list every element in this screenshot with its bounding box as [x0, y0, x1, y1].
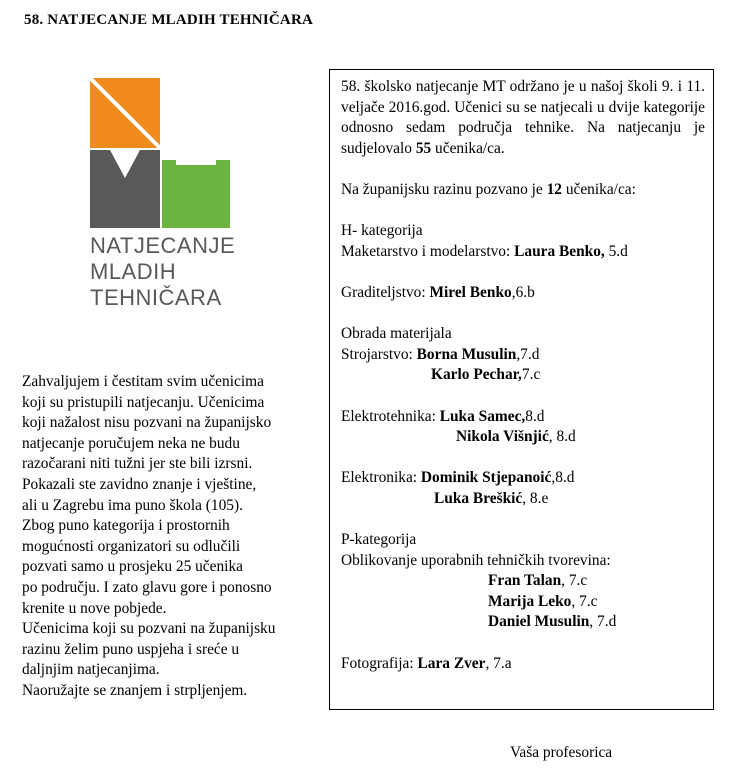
student-name: Laura Benko,: [514, 242, 605, 260]
area-label: Fotografija:: [341, 654, 418, 672]
message-line: pozvati samo u prosjeku 25 učenika: [22, 558, 243, 576]
area-label: Elektrotehnika:: [341, 407, 440, 425]
oblikovanje-entry-1: [341, 571, 705, 592]
message-line: Zbog puno kategorija i prostornih: [22, 517, 230, 535]
participant-count: 55: [415, 139, 432, 157]
thank-you-message: [22, 372, 327, 702]
invited-suffix: učenika/ca:: [561, 180, 636, 198]
message-line: Pokazali ste zavidno znanje i vještine,: [22, 475, 257, 493]
student-name: Daniel Musulin: [488, 613, 590, 631]
student-class: ,6.b: [511, 283, 535, 301]
message-line: razinu želim puno uspjeha i sreće u: [22, 640, 240, 658]
elektronika-entry-2: [341, 489, 705, 510]
logo-mark: [88, 78, 238, 228]
oblikovanje-heading: Oblikovanje uporabnih tehničkih tvorevina:: [341, 551, 611, 569]
student-name: Nikola Višnjić: [456, 428, 549, 446]
student-name: Fran Talan: [488, 572, 562, 590]
intro-paragraph: [341, 77, 705, 159]
elektrotehnika-entry: [341, 407, 705, 428]
strojarstvo-entry: [341, 345, 705, 366]
results-box: [329, 69, 714, 710]
oblikovanje-entry-3: [341, 612, 705, 633]
oblikovanje-entry-2: [341, 592, 705, 613]
invited-paragraph: [341, 180, 705, 201]
message-line: mogućnosti organizatori su odlučili: [22, 537, 241, 555]
student-name: Luka Breškić: [434, 489, 523, 507]
area-label: Maketarstvo i modelarstvo:: [341, 242, 515, 260]
student-name: Luka Samec,: [439, 407, 526, 425]
student-name: Borna Musulin: [416, 345, 517, 363]
obrada-heading: Obrada materijala: [341, 325, 452, 343]
message-line: koji su pristupili natjecanju. Učenicima: [22, 393, 265, 411]
page-title: 58. NATJECANJE MLADIH TEHNIČARA: [24, 12, 314, 28]
student-class: ,7.d: [516, 345, 540, 363]
student-name: Karlo Pechar,: [431, 366, 522, 384]
student-class: , 7.d: [589, 613, 617, 631]
message-line: Učenicima koji su pozvani na županijsku: [22, 620, 276, 638]
student-class: , 7.c: [571, 592, 598, 610]
student-class: , 7.c: [561, 572, 588, 590]
maketarstvo-entry: [341, 242, 705, 263]
area-label: Elektronika:: [341, 469, 421, 487]
invited-count: 12: [546, 180, 562, 198]
logo-line-2: MLADIH: [90, 259, 177, 284]
student-class: 8.d: [525, 407, 545, 425]
intro-text: 58. školsko natjecanje MT održano je u našoj školi 9. i 11. veljače 2016.god. Učenici su se natjecali u dvije kategorije odnosno sedam područja tehnike. Na natjecanju je sudjelovalo: [341, 78, 705, 157]
student-class: 7.c: [521, 366, 541, 384]
student-class: , 7.a: [485, 654, 512, 672]
elektronika-entry: [341, 468, 705, 489]
area-label: Strojarstvo:: [341, 345, 417, 363]
message-line: daljnjim natjecanjima.: [22, 661, 160, 679]
graditeljstvo-entry: [341, 283, 705, 304]
logo-wordmark: [90, 233, 235, 311]
h-category-heading: H- kategorija: [341, 222, 423, 240]
invited-text: Na županijsku razinu pozvano je: [341, 180, 547, 198]
fotografija-entry: [341, 654, 705, 675]
student-class: , 8.e: [522, 489, 549, 507]
student-name: Marija Leko: [488, 592, 572, 610]
logo-line-3: TEHNIČARA: [90, 285, 222, 310]
logo-line-1: NATJECANJE: [90, 233, 236, 258]
message-line: Zahvaljujem i čestitam svim učenicima: [22, 373, 264, 390]
student-name: Mirel Benko: [429, 283, 512, 301]
message-line: razočarani niti tužni jer ste bili izrsni.: [22, 455, 253, 473]
message-line: natjecanje poručujem neka ne budu: [22, 434, 240, 452]
student-name: Lara Zver: [417, 654, 486, 672]
intro-suffix: učenika/ca.: [431, 139, 505, 157]
strojarstvo-entry-2: [341, 365, 705, 386]
message-line: krenite u nove pobjede.: [22, 599, 167, 617]
signature: Vaša profesorica: [510, 744, 613, 761]
elektrotehnika-entry-2: [341, 427, 705, 448]
message-line: koji nažalost nisu pozvani na županijsko: [22, 414, 272, 432]
area-label: Graditeljstvo:: [341, 283, 430, 301]
competition-logo: [88, 78, 238, 318]
message-line: ali u Zagrebu ima puno škola (105).: [22, 496, 243, 514]
p-category-heading: P-kategorija: [341, 531, 417, 549]
student-class: ,8.d: [551, 469, 575, 487]
student-class: , 8.d: [548, 428, 576, 446]
message-line: po području. I zato glavu gore i ponosno: [22, 578, 272, 596]
student-class: 5.d: [604, 242, 628, 260]
student-name: Dominik Stjepanoić: [420, 469, 552, 487]
message-line: Naoružajte se znanjem i strpljenjem.: [22, 681, 248, 699]
